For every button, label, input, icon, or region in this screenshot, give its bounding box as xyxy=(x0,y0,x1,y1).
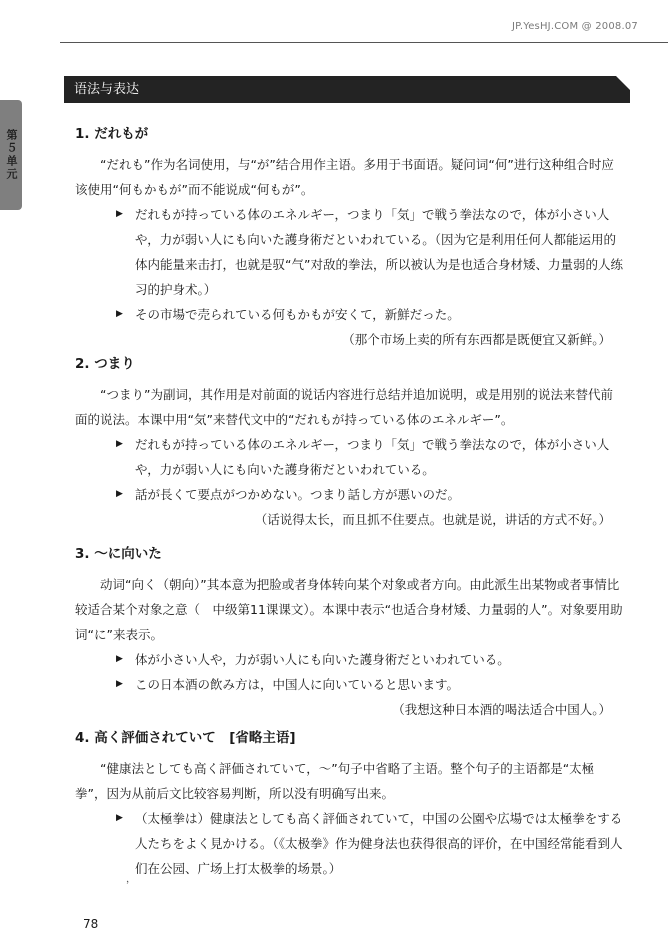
corner-fold-icon xyxy=(616,76,630,90)
bullet-triangle-icon: ▶ xyxy=(116,813,123,823)
grammar-section-3 xyxy=(75,542,623,722)
explanation: “つまり”为副词，其作用是对前面的说话内容进行总结并追加说明，或是用别的说法来替代前面的说法。本课中用“気”来替代文中的“だれもが持っている体のエネルギー”。 xyxy=(75,387,613,427)
bullet-triangle-icon: ▶ xyxy=(116,309,123,319)
watermark: JP.YesHJ.COM @ 2008.07 xyxy=(512,21,638,32)
example-sentence: ▶ 体が小さい人や，力が弱い人にも向いた護身術だといわれている。 xyxy=(75,647,623,672)
top-rule xyxy=(60,42,668,43)
explanation: “健康法としても高く評価されていて，～”句子中省略了主语。整个句子的主语都是“太極拳”，因为从前后文比较容易判断，所以没有明确写出来。 xyxy=(75,761,595,801)
example-sentence: ▶ （太極拳は）健康法としても高く評価されていて，中国の公園や広場では太極拳をする人たちをよく見かける。（《太极拳》作为健身法也获得很高的评价，在中国经常能看到人们在公园、广场上打太极拳的场景。） xyxy=(75,806,623,881)
example-translation: （那个市场上卖的所有东西都是既便宜又新鲜。） xyxy=(342,332,611,347)
chapter-tab-label: 第５单元 xyxy=(5,129,18,181)
section-title: 4. 高く評価されていて [省略主语] xyxy=(75,730,296,746)
explanation: 动词“向く（朝向）”其本意为把脸或者身体转向某个对象或者方向。由此派生出某物或者事情比较适合某个对象之意（ 中级第11课课文）。本课中表示“也适合身材矮、力量弱的人”。对象要用助词“に”来表示。 xyxy=(75,577,623,642)
example-sentence: ▶ その市場で売られている何もかもが安くて，新鮮だった。 xyxy=(75,302,623,327)
bullet-triangle-icon: ▶ xyxy=(116,489,123,499)
example-sentence: ▶ 話が長くて要点がつかめない。つまり話し方が悪いのだ。 xyxy=(75,482,623,507)
bullet-triangle-icon: ▶ xyxy=(116,439,123,449)
bullet-triangle-icon: ▶ xyxy=(116,679,123,689)
grammar-section-4 xyxy=(75,726,623,881)
chapter-side-tab xyxy=(0,100,22,210)
example-sentence: ▶ だれもが持っている体のエネルギー，つまり「気」で戦う拳法なので，体が小さい人や，力が弱い人にも向いた護身術だといわれている。 xyxy=(75,432,623,482)
grammar-section-1 xyxy=(75,122,623,352)
example-sentence: ▶ だれもが持っている体のエネルギー，つまり「気」で戦う拳法なので，体が小さい人や，力が弱い人にも向いた護身術だといわれている。（因为它是利用任何人都能运用的体内能量来击打，也就是驭“气”对敌的拳法，所以被认为是也适合身材矮、力量弱的人练习的护身术。） xyxy=(75,202,623,302)
bullet-triangle-icon: ▶ xyxy=(116,654,123,664)
page-number: 78 xyxy=(83,917,99,931)
example-translation: （话说得太长，而且抓不住要点。也就是说，讲话的方式不好。） xyxy=(254,512,611,527)
example-sentence: ▶ この日本酒の飲み方は，中国人に向いていると思います。 xyxy=(75,672,623,697)
grammar-section-2 xyxy=(75,352,623,532)
section-banner xyxy=(64,76,630,103)
section-title: 1. だれもが xyxy=(75,126,149,142)
section-title: 3. ～に向いた xyxy=(75,546,162,562)
bullet-triangle-icon: ▶ xyxy=(116,209,123,219)
section-banner-title: 语法与表达 xyxy=(74,82,140,97)
stray-mark: ， xyxy=(126,874,136,885)
section-title: 2. つまり xyxy=(75,356,135,372)
explanation: “だれも”作为名词使用，与“が”结合用作主语。多用于书面语。疑问词“何”进行这种组合时应该使用“何もかもが”而不能说成“何もが”。 xyxy=(75,157,614,197)
example-translation: （我想这种日本酒的喝法适合中国人。） xyxy=(392,702,611,717)
